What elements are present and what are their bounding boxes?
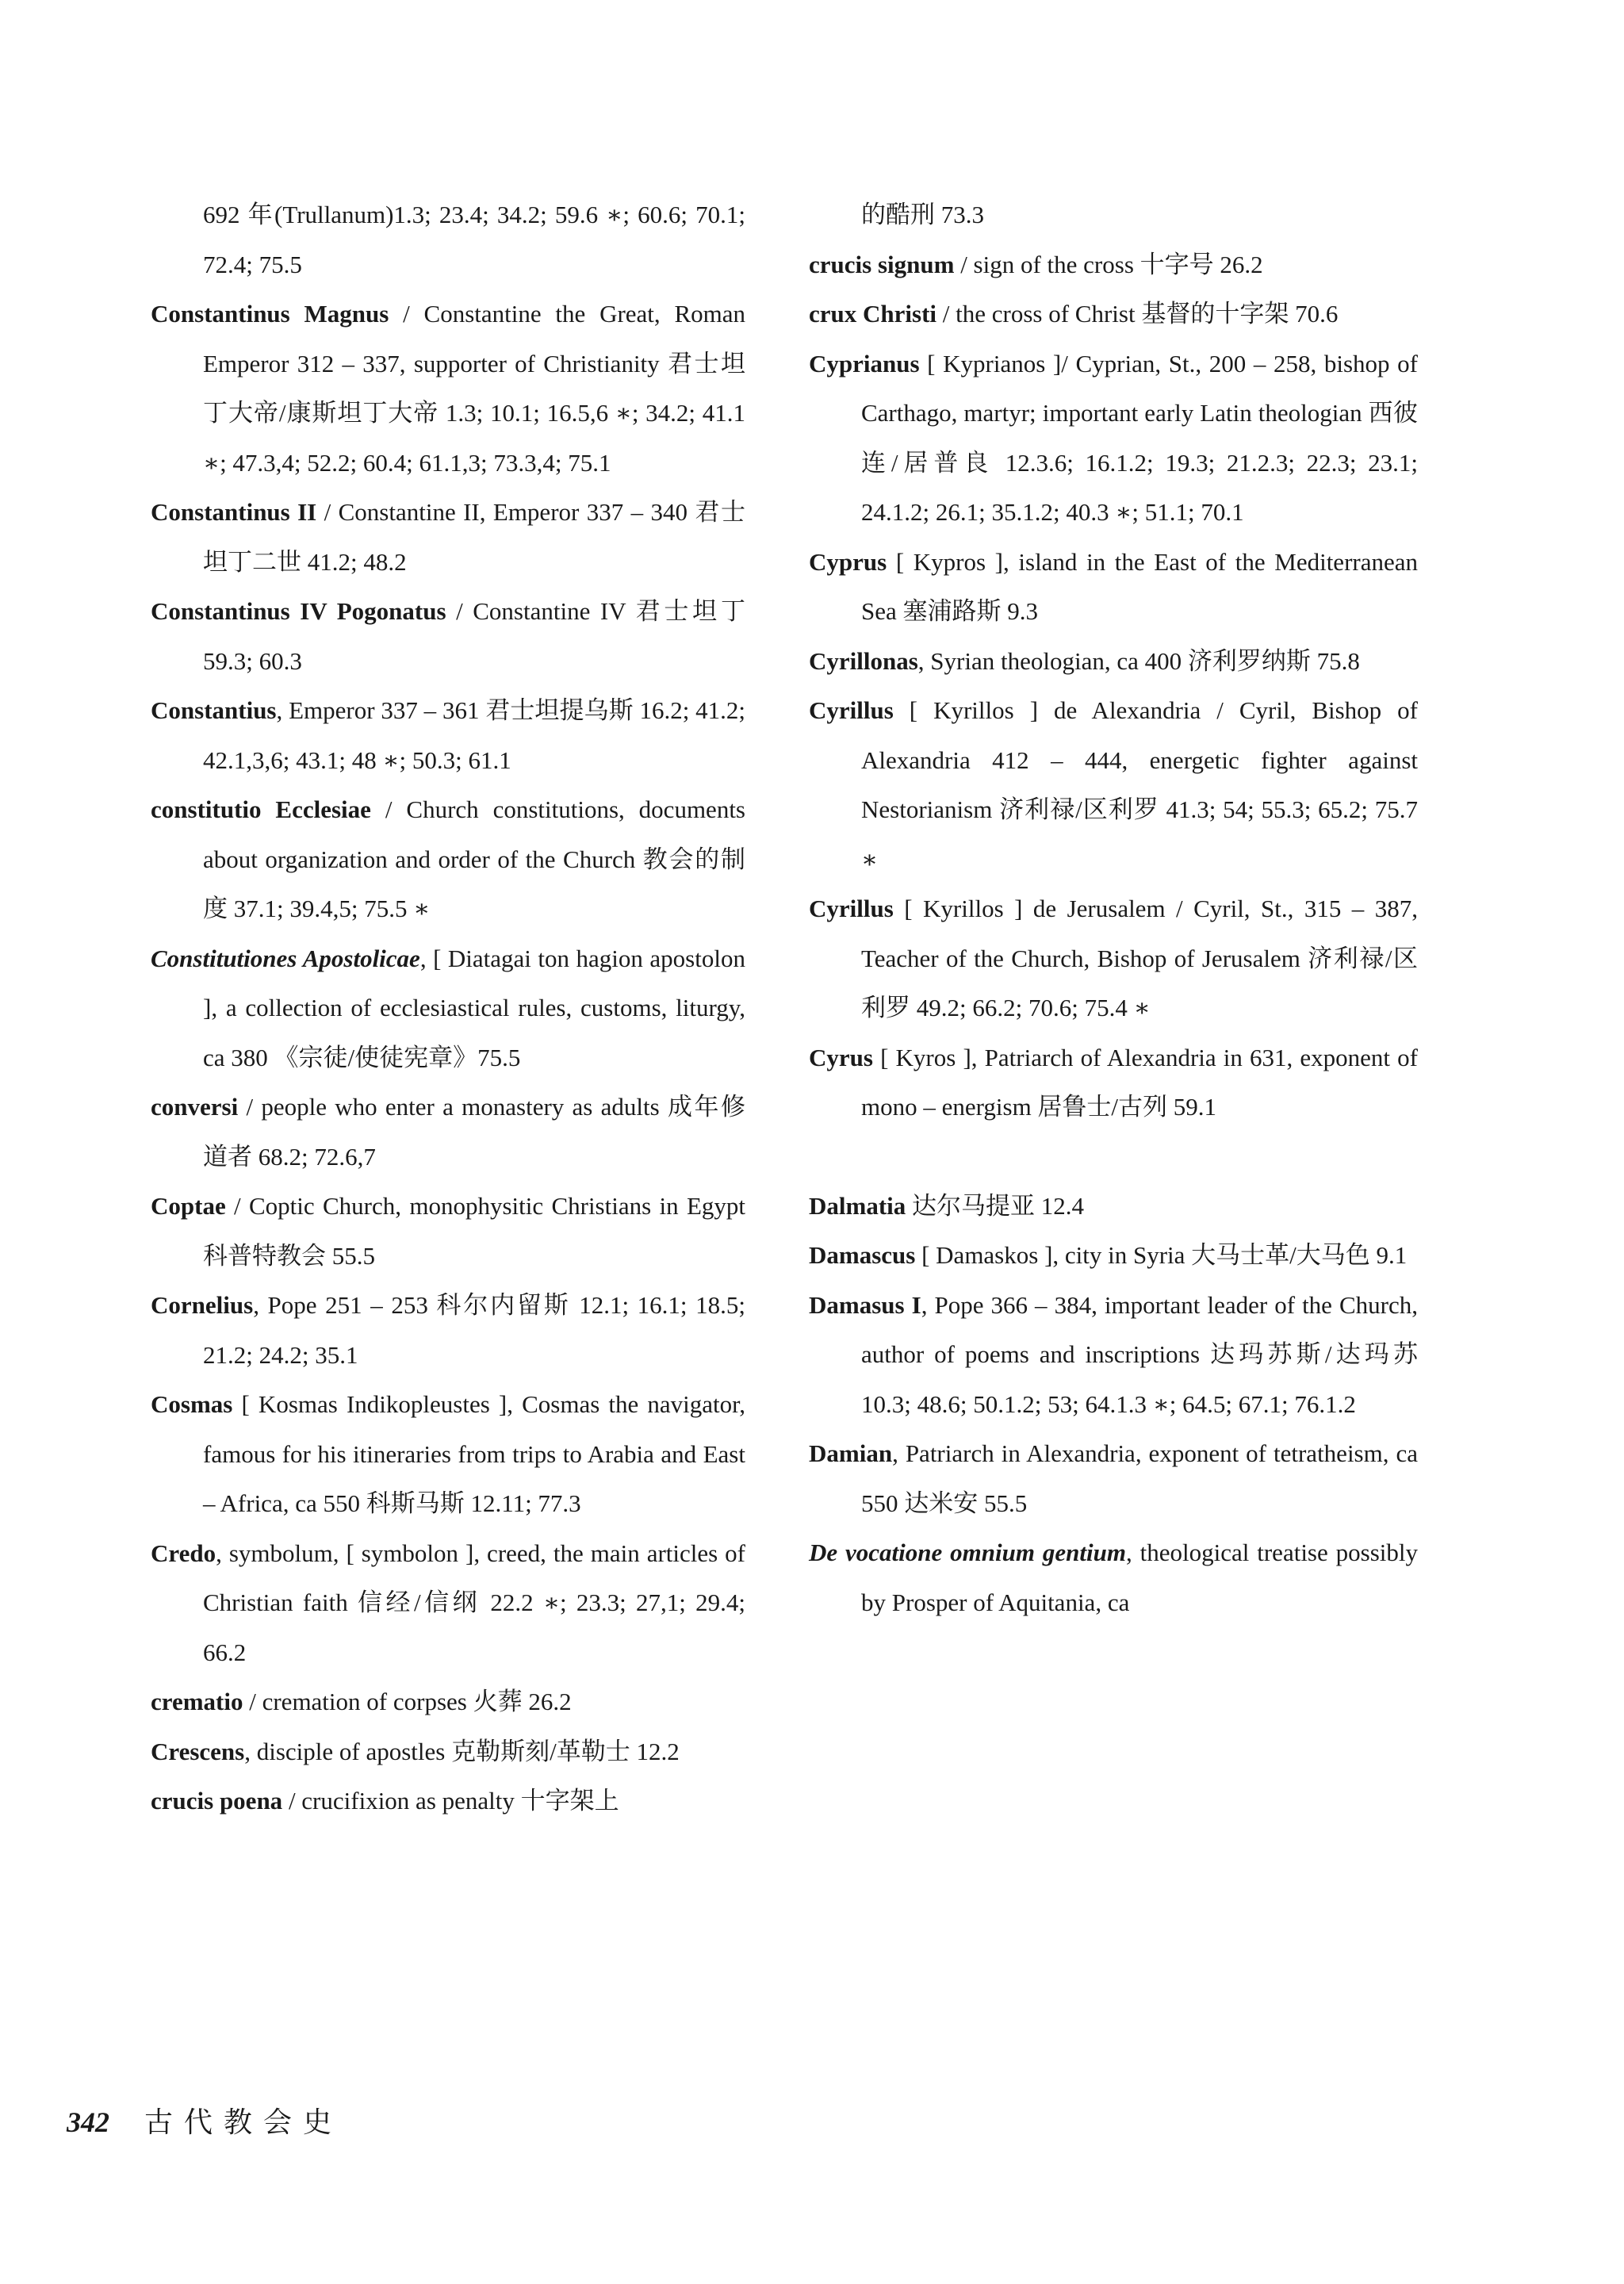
index-entry: [809, 1033, 1418, 1132]
entry-text: [ Kyrillos ] de Jerusalem / Cyril, St., 315 – 387, Teacher of the Church, Bishop of Jerusalem 济利禄/区利罗 49.2; 66.2; 70.6; 75.4 ∗: [861, 895, 1418, 1021]
entry-term: Cyrillus: [809, 895, 894, 922]
entry-text: / Constantine II, Emperor 337 – 340 君士坦丁二世 41.2; 48.2: [203, 498, 745, 576]
index-entry: [809, 1231, 1418, 1281]
entry-text: , disciple of apostles 克勒斯刻/革勒士 12.2: [244, 1737, 680, 1765]
index-entry: [809, 1429, 1418, 1528]
index-entry: [151, 1083, 745, 1182]
index-entry-continuation: [809, 190, 1418, 240]
entry-text: , Patriarch in Alexandria, exponent of tetratheism, ca 550 达米安 55.5: [861, 1439, 1418, 1517]
entry-text: [ Damaskos ], city in Syria 大马士革/大马色 9.1: [915, 1241, 1408, 1269]
index-entry: [809, 637, 1418, 687]
entry-text: , Emperor 337 – 361 君士坦提乌斯 16.2; 41.2; 42.1,3,6; 43.1; 48 ∗; 50.3; 61.1: [203, 696, 745, 774]
entry-term: crux Christi: [809, 300, 937, 328]
index-entry: [151, 1281, 745, 1380]
index-entry: [151, 190, 745, 289]
entry-text: / the cross of Christ 基督的十字架 70.6: [936, 300, 1339, 328]
entry-text: , theological treatise possibly by Prosper of Aquitania, ca: [861, 1539, 1419, 1616]
entry-term: De vocatione omnium gentium: [809, 1539, 1126, 1566]
entry-term: Cyprianus: [809, 349, 920, 377]
entry-text: [ Kyros ], Patriarch of Alexandria in 631, exponent of mono – energism 居鲁士/古列 59.1: [861, 1043, 1418, 1121]
entry-text: [ Kyrillos ] de Alexandria / Cyril, Bishop of Alexandria 412 – 444, energetic fighter against Nestorianism 济利禄/区利罗 41.3; 54; 55.3; 65.2; 75.7 ∗: [861, 696, 1418, 873]
index-entry: [151, 686, 745, 785]
entry-term: Constantinus IV Pogonatus: [151, 597, 446, 625]
entry-term: Constitutiones Apostolicae: [151, 944, 420, 972]
index-entry: [151, 1727, 745, 1777]
entry-term: Crescens: [151, 1737, 245, 1765]
index-entry: [151, 1529, 745, 1678]
entry-term: Credo: [151, 1539, 216, 1567]
entry-term: Coptae: [151, 1192, 226, 1220]
entry-term: Cornelius: [151, 1291, 254, 1319]
index-entry: [151, 1776, 745, 1826]
index-entry: [151, 587, 745, 686]
entry-text: , Syrian theologian, ca 400 济利罗纳斯 75.8: [917, 646, 1360, 675]
index-entry: [809, 289, 1418, 339]
entry-text: / Coptic Church, monophysitic Christians in Egypt 科普特教会 55.5: [203, 1192, 745, 1270]
index-entry: [151, 289, 745, 488]
entry-text: [ Kosmas Indikopleustes ], Cosmas the navigator, famous for his itineraries from trips to Arabia and East – Africa, ca 550 科斯马斯 12.11; 77.3: [203, 1390, 745, 1517]
index-entry: [809, 538, 1418, 637]
entry-term: Damascus: [809, 1241, 916, 1269]
index-entry: [151, 934, 745, 1083]
page-footer: [67, 2100, 343, 2140]
entry-term: Cosmas: [151, 1390, 233, 1418]
entry-term: Damian: [809, 1439, 893, 1467]
index-entry: [151, 488, 745, 587]
entry-text: , Pope 251 – 253 科尔内留斯 12.1; 16.1; 18.5; 21.2; 24.2; 35.1: [203, 1291, 745, 1369]
entry-term: crucis signum: [809, 250, 955, 278]
entry-term: Dalmatia: [809, 1191, 906, 1220]
entry-term: Constantius: [151, 696, 277, 724]
index-entry: [151, 1677, 745, 1727]
entry-term: crucis poena: [151, 1787, 283, 1815]
entry-text: 达尔马提亚 12.4: [906, 1191, 1085, 1220]
entry-term: Cyrillonas: [809, 646, 918, 675]
index-entry: [151, 1182, 745, 1281]
index-entry: [809, 1281, 1418, 1430]
book-title: 古代教会史: [144, 2106, 343, 2139]
page-number: 342: [67, 2106, 109, 2138]
entry-term: conversi: [151, 1093, 239, 1121]
entry-term: Cyrillus: [809, 696, 894, 724]
entry-term: Cyprus: [809, 547, 887, 576]
entry-text: / people who enter a monastery as adults 成年修道者 68.2; 72.6,7: [203, 1093, 745, 1171]
entry-term: crematio: [151, 1688, 243, 1715]
entry-text: / sign of the cross 十字号 26.2: [954, 250, 1263, 278]
entry-text: / Constantine IV 君士坦丁 59.3; 60.3: [203, 597, 745, 675]
index-entry: [809, 1528, 1418, 1627]
index-entry: [809, 1182, 1418, 1232]
entry-text: 692 年(Trullanum)1.3; 23.4; 34.2; 59.6 ∗; 60.6; 70.1; 72.4; 75.5: [203, 201, 745, 278]
entry-text: , symbolum, [ symbolon ], creed, the main articles of Christian faith 信经/信纲 22.2 ∗; 23.3; 27,1; 29.4; 66.2: [203, 1539, 745, 1666]
entry-term: constitutio Ecclesiae: [151, 795, 371, 823]
entry-text: , Pope 366 – 384, important leader of the Church, author of poems and inscriptions 达玛苏斯/达玛苏 10.3; 48.6; 50.1.2; 53; 64.1.3 ∗; 64.5; 67.1; 76.1.2: [861, 1290, 1418, 1418]
index-entry: [809, 884, 1418, 1033]
entry-term: Cyrus: [809, 1043, 873, 1071]
entry-text: / cremation of corpses 火葬 26.2: [243, 1688, 572, 1715]
entry-text: [ Kypros ], island in the East of the Mediterranean Sea 塞浦路斯 9.3: [861, 547, 1418, 625]
entry-term: Constantinus Magnus: [151, 300, 389, 328]
index-entry: [809, 240, 1418, 290]
entry-text: 的酷刑 73.3: [861, 201, 984, 228]
entry-term: Constantinus II: [151, 498, 317, 526]
index-entry: [809, 686, 1418, 884]
entry-text: / Church constitutions, documents about organization and order of the Church 教会的制度 37.1; 39.4,5; 75.5 ∗: [203, 795, 745, 922]
section-divider: [809, 1132, 1418, 1182]
entry-text: / crucifixion as penalty 十字架上: [282, 1787, 619, 1815]
entry-text: / Constantine the Great, Roman Emperor 312 – 337, supporter of Christianity 君士坦丁大帝/康斯坦丁大帝 1.3; 10.1; 16.5,6 ∗; 34.2; 41.1 ∗; 47.3,4; 52.2; 60.4; 61.1,3; 73.3,4; 75.1: [203, 300, 745, 477]
index-column-right: [809, 190, 1418, 1627]
entry-term: Damasus I: [809, 1290, 921, 1319]
entry-text: [ Kyprianos ]/ Cyprian, St., 200 – 258, bishop of Carthago, martyr; important early Latin theologian 西彼连/居普良 12.3.6; 16.1.2; 19.3; 21.2.3; 22.3; 23.1; 24.1.2; 26.1; 35.1.2; 40.3 ∗; 51.1; 70.1: [861, 349, 1418, 526]
index-column-left: [151, 190, 745, 1826]
index-entry: [151, 785, 745, 934]
index-entry: [151, 1380, 745, 1529]
index-entry: [809, 339, 1418, 538]
entry-text: , [ Diatagai ton hagion apostolon ], a collection of ecclesiastical rules, customs, liturgy, ca 380 《宗徒/使徒宪章》75.5: [203, 944, 745, 1071]
